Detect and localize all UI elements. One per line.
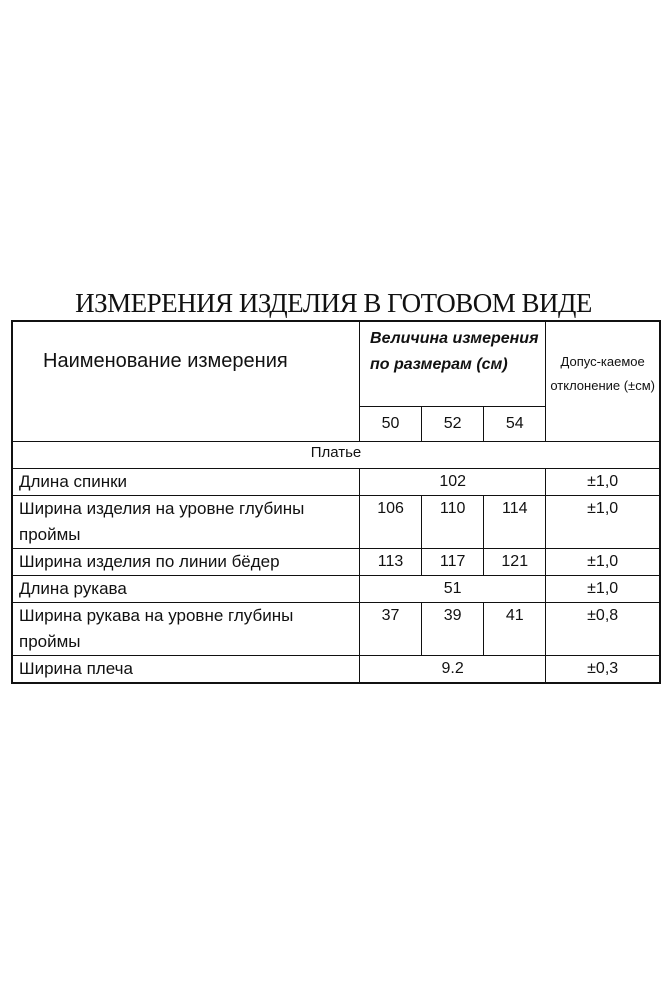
size-header-50: 50	[360, 407, 422, 442]
table-row	[12, 603, 660, 656]
document-title: ИЗМЕРЕНИЯ ИЗДЕЛИЯ В ГОТОВОМ ВИДЕ	[75, 288, 592, 318]
table-row	[12, 496, 660, 549]
measurement-value: 102	[360, 469, 546, 496]
measurement-tolerance: ±1,0	[546, 549, 660, 576]
measurement-tolerance: ±0,3	[546, 656, 660, 684]
measurement-value-54: 41	[484, 603, 546, 656]
table-row	[12, 656, 660, 684]
measurement-tolerance: ±0,8	[546, 603, 660, 656]
size-header-52: 52	[422, 407, 484, 442]
measurement-tolerance: ±1,0	[546, 469, 660, 496]
section-title: Платье	[12, 442, 660, 469]
measurement-name-header: Наименование измерения	[12, 321, 360, 442]
header-row	[12, 321, 660, 407]
measurement-tolerance: ±1,0	[546, 576, 660, 603]
measurement-name: Ширина изделия на уровне глубины проймы	[12, 496, 360, 549]
size-header-54: 54	[484, 407, 546, 442]
table-row	[12, 549, 660, 576]
section-row	[12, 442, 660, 469]
measurement-name: Длина спинки	[12, 469, 360, 496]
measurement-value-54: 114	[484, 496, 546, 549]
measurement-value-50: 37	[360, 603, 422, 656]
measurement-tolerance: ±1,0	[546, 496, 660, 549]
measurements-table	[11, 320, 661, 684]
table-row	[12, 576, 660, 603]
tolerance-header: Допус-каемое отклонение (±см)	[546, 321, 660, 442]
measurement-name: Ширина плеча	[12, 656, 360, 684]
measurement-value-52: 110	[422, 496, 484, 549]
measurement-value-52: 117	[422, 549, 484, 576]
size-group-header: Величина измерения по размерам (см)	[360, 321, 546, 407]
measurement-value: 9.2	[360, 656, 546, 684]
measurement-value-52: 39	[422, 603, 484, 656]
measurement-value: 51	[360, 576, 546, 603]
measurement-value-50: 106	[360, 496, 422, 549]
measurement-name: Ширина рукава на уровне глубины проймы	[12, 603, 360, 656]
table-row	[12, 469, 660, 496]
measurement-value-54: 121	[484, 549, 546, 576]
measurement-name: Ширина изделия по линии бёдер	[12, 549, 360, 576]
measurement-name: Длина рукава	[12, 576, 360, 603]
measurement-value-50: 113	[360, 549, 422, 576]
